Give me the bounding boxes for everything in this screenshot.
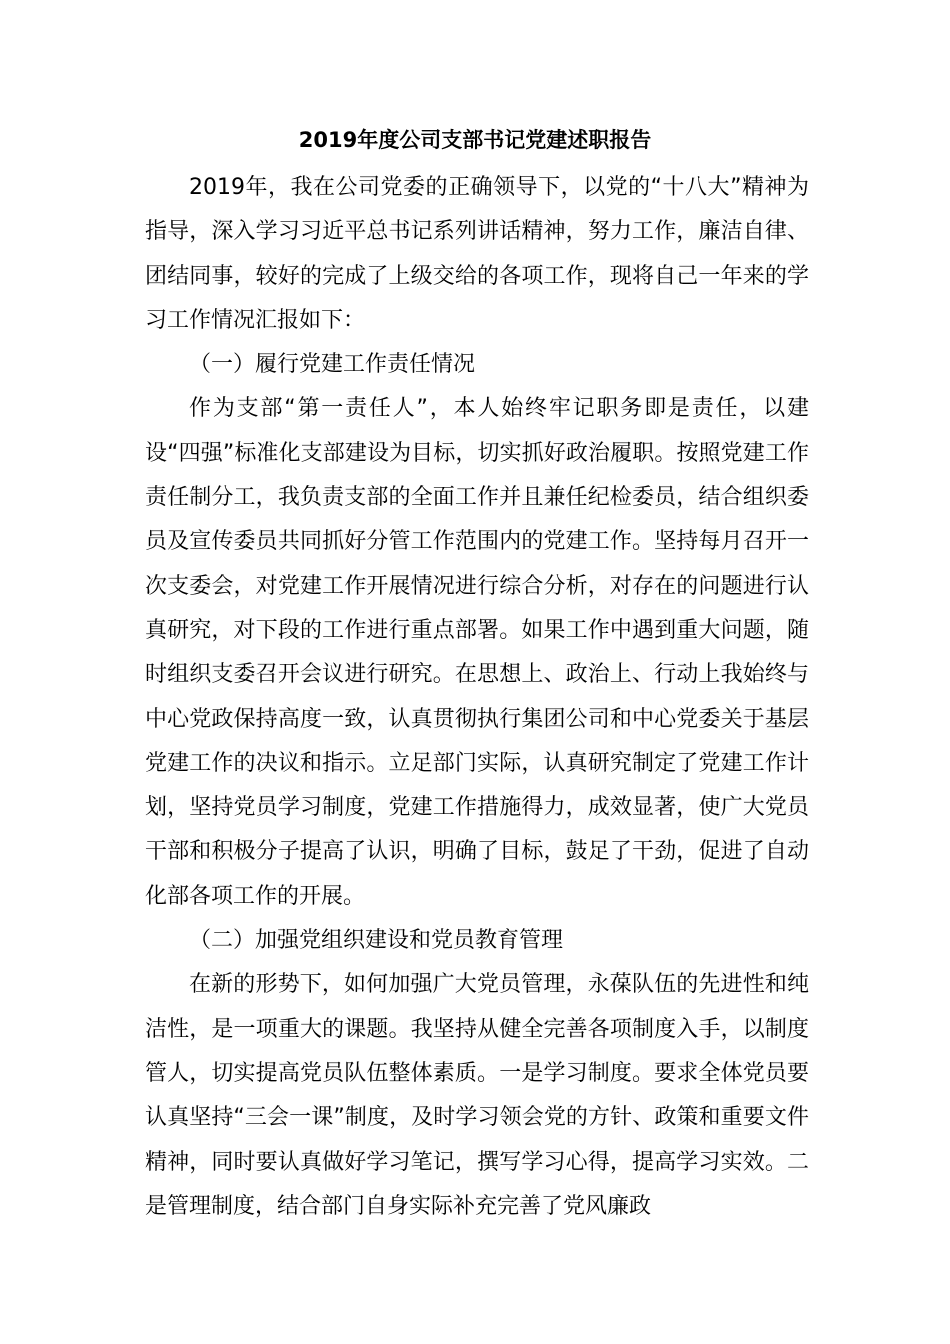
section-heading-2: （二）加强党组织建设和党员教育管理	[189, 928, 564, 954]
document-body	[145, 166, 809, 1229]
section-heading-1: （一）履行党建工作责任情况	[189, 352, 476, 378]
section-2-paragraph: 在新的形势下，如何加强广大党员管理，永葆队伍的先进性和纯洁性，是一项重大的课题。我坚持从健全完善各项制度入手，以制度管人，切实提高党员队伍整体素质。一是学习制度。要求全体党员要认真坚持“三会一课”制度，及时学习领会党的方针、政策和重要文件精神，同时要认真做好学习笔记，撰写学习心得，提高学习实效。二是管理制度，结合部门自身实际补充完善了党风廉政	[145, 972, 809, 1219]
section-1-paragraph: 作为支部“第一责任人”，本人始终牢记职务即是责任，以建设“四强”标准化支部建设为目标，切实抓好政治履职。按照党建工作责任制分工，我负责支部的全面工作并且兼任纪检委员，结合组织委员及宣传委员共同抓好分管工作范围内的党建工作。坚持每月召开一次支委会，对党建工作开展情况进行综合分析，对存在的问题进行认真研究，对下段的工作进行重点部署。如果工作中遇到重大问题，随时组织支委召开会议进行研究。在思想上、政治上、行动上我始终与中心党政保持高度一致，认真贯彻执行集团公司和中心党委关于基层党建工作的决议和指示。立足部门实际，认真研究制定了党建工作计划，坚持党员学习制度，党建工作措施得力，成效显著，使广大党员干部和积极分子提高了认识，明确了目标，鼓足了干劲，促进了自动化部各项工作的开展。	[145, 396, 809, 909]
document-title: 2019年度公司支部书记党建述职报告	[298, 128, 652, 152]
intro-paragraph: 2019年，我在公司党委的正确领导下，以党的“十八大”精神为指导，深入学习习近平总书记系列讲话精神，努力工作，廉洁自律、团结同事，较好的完成了上级交给的各项工作，现将自己一年来的学习工作情况汇报如下：	[145, 175, 809, 333]
